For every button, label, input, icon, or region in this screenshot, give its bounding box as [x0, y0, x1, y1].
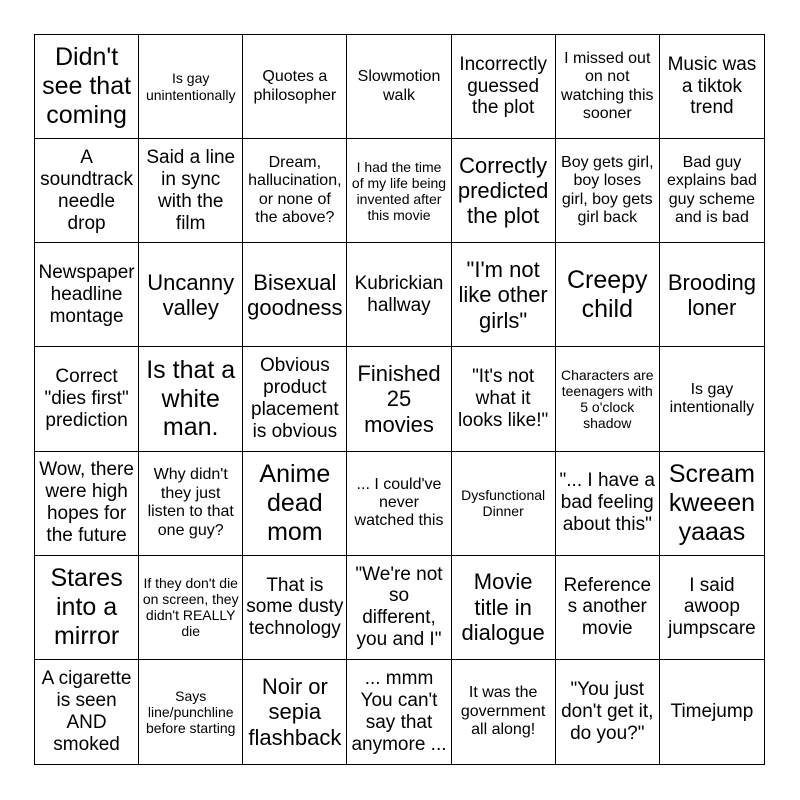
bingo-cell[interactable]: Correctly predicted the plot	[452, 139, 556, 243]
bingo-cell[interactable]: It was the government all along!	[452, 660, 556, 764]
bingo-cell[interactable]: Timejump	[670, 701, 754, 722]
bingo-cell[interactable]: Uncanny valley	[139, 243, 243, 347]
bingo-cell[interactable]: I said awoop jumpscare	[660, 556, 764, 660]
bingo-cell[interactable]: Brooding loner	[660, 243, 764, 347]
bingo-cell[interactable]: "We're not so different, you and I"	[347, 556, 451, 660]
bingo-cell[interactable]: Stares into a mirror	[35, 556, 139, 660]
bingo-cell[interactable]: Kubrickian hallway	[347, 243, 451, 347]
bingo-cell[interactable]: Says line/punchline before starting	[139, 660, 243, 764]
bingo-cell[interactable]: "... I have a bad feeling about this"	[556, 452, 660, 556]
bingo-cell[interactable]: If they don't die on screen, they didn't REALLY die	[139, 556, 243, 660]
bingo-cell[interactable]: That is some dusty technology	[243, 556, 347, 660]
bingo-cell[interactable]: Anime dead mom	[243, 452, 347, 556]
bingo-cell[interactable]: Why didn't they just listen to that one guy?	[139, 452, 243, 556]
bingo-cell[interactable]: A cigarette is seen AND smoked	[35, 660, 139, 764]
bingo-cell[interactable]: Is gay unintentionally	[139, 35, 243, 139]
bingo-cell[interactable]: Is that a white man.	[139, 347, 243, 451]
bingo-cell[interactable]: I missed out on not watching this sooner	[556, 35, 660, 139]
bingo-cell[interactable]: ... I could've never watched this	[347, 452, 451, 556]
bingo-board	[34, 34, 765, 765]
bingo-cell[interactable]: Characters are teenagers with 5 o'clock shadow	[556, 347, 660, 451]
bingo-cell[interactable]: Obvious product placement is obvious	[243, 347, 347, 451]
bingo-cell[interactable]: A soundtrack needle drop	[35, 139, 139, 243]
bingo-cell[interactable]: ... mmm You can't say that anymore ...	[347, 660, 451, 764]
bingo-cell[interactable]: Slowmotion walk	[347, 35, 451, 139]
bingo-cell[interactable]: Music was a tiktok trend	[660, 35, 764, 139]
bingo-cell[interactable]: Movie title in dialogue	[452, 556, 556, 660]
bingo-cell[interactable]: Wow, there were high hopes for the future	[35, 452, 139, 556]
bingo-cell[interactable]: Is gay intentionally	[660, 347, 764, 451]
bingo-cell[interactable]: Bad guy explains bad guy scheme and is bad	[660, 139, 764, 243]
bingo-cell[interactable]: "You just don't get it, do you?"	[556, 660, 660, 764]
bingo-cell[interactable]: I had the time of my life being invented after this movie	[347, 139, 451, 243]
bingo-cell[interactable]: Newspaper headline montage	[35, 243, 139, 347]
bingo-cell[interactable]: References another movie	[556, 556, 660, 660]
bingo-cell[interactable]: Didn't see that coming	[35, 35, 139, 139]
bingo-cell[interactable]: Dysfunctional Dinner	[452, 452, 556, 556]
bingo-cell[interactable]: Dream, hallucination, or none of the above?	[243, 139, 347, 243]
bingo-cell[interactable]: Bisexual goodness	[243, 243, 347, 347]
bingo-cell[interactable]: Correct "dies first" prediction	[35, 347, 139, 451]
bingo-cell[interactable]: Scream kweeen yaaas	[660, 452, 764, 556]
bingo-cell[interactable]: Said a line in sync with the film	[139, 139, 243, 243]
bingo-cell[interactable]: Noir or sepia flashback	[243, 660, 347, 764]
bingo-cell[interactable]: Creepy child	[556, 243, 660, 347]
bingo-cell[interactable]: Boy gets girl, boy loses girl, boy gets girl back	[556, 139, 660, 243]
bingo-cell[interactable]: "I'm not like other girls"	[452, 243, 556, 347]
bingo-cell[interactable]: Finished 25 movies	[347, 347, 451, 451]
bingo-cell[interactable]: "It's not what it looks like!"	[452, 347, 556, 451]
bingo-cell[interactable]: Incorrectly guessed the plot	[452, 35, 556, 139]
bingo-cell[interactable]: Quotes a philosopher	[243, 35, 347, 139]
